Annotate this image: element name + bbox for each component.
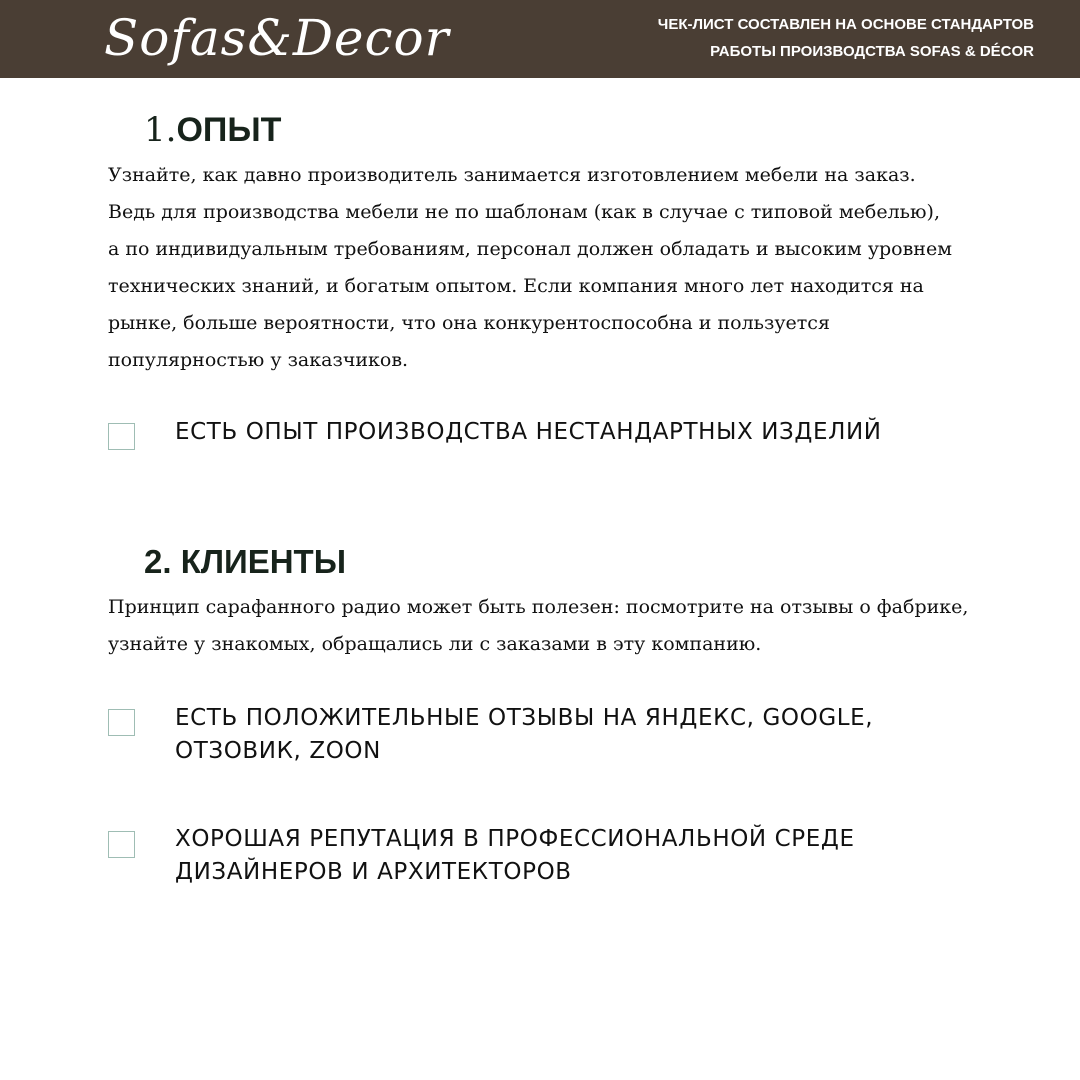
checklist-label [175, 416, 975, 449]
section-1-line-1: Узнайте, как давно производитель занимается изготовлением мебели на заказ. [108, 164, 916, 186]
header-note [554, 11, 1034, 65]
section-1-title [144, 107, 281, 153]
checklist-label-line: ХОРОШАЯ РЕПУТАЦИЯ В ПРОФЕССИОНАЛЬНОЙ СРЕДЕ [175, 826, 855, 852]
checklist-label-line: ДИЗАЙНЕРОВ И АРХИТЕКТОРОВ [175, 859, 572, 885]
checkbox-production-experience[interactable] [108, 423, 135, 450]
section-1-line-3: а по индивидуальным требованиям, персонал должен обладать и высоким уровнем [108, 238, 952, 260]
section-1-line-2: Ведь для производства мебели не по шаблонам (как в случае с типовой мебелью), [108, 201, 940, 223]
section-1-heading: ОПЫТ [176, 111, 282, 149]
header-bar [0, 0, 1080, 78]
checkbox-professional-reputation[interactable] [108, 831, 135, 858]
header-note-line-2: РАБОТЫ ПРОИЗВОДСТВА SOFAS & DÉCOR [710, 43, 1034, 60]
section-2-heading: КЛИЕНТЫ [180, 543, 347, 580]
section-2-line-1: Принцип сарафанного радио может быть полезен: посмотрите на отзывы о фабрике, [108, 596, 969, 618]
section-1-line-4: технических знаний, и богатым опытом. Если компания много лет находится на [108, 275, 924, 297]
section-1-number: 1. [144, 110, 177, 150]
section-2-number: 2. [144, 543, 172, 580]
checklist-label [175, 702, 975, 768]
section-2-line-2: узнайте у знакомых, обращались ли с заказами в эту компанию. [108, 633, 762, 655]
checklist-label-line: ЕСТЬ ПОЛОЖИТЕЛЬНЫЕ ОТЗЫВЫ НА ЯНДЕКС, GOOGLE, [175, 705, 874, 731]
header-note-line-1: ЧЕК-ЛИСТ СОСТАВЛЕН НА ОСНОВЕ СТАНДАРТОВ [657, 16, 1034, 33]
checklist-label-line: ОТЗОВИК, ZOON [175, 738, 381, 764]
section-1-paragraph [108, 157, 978, 379]
section-1-line-5: рынке, больше вероятности, что она конкурентоспособна и пользуется [108, 312, 830, 334]
brand-logo: Sofas&Decor [104, 9, 450, 67]
checklist-label-line: ЕСТЬ ОПЫТ ПРОИЗВОДСТВА НЕСТАНДАРТНЫХ ИЗДЕЛИЙ [175, 419, 882, 445]
checklist-label [175, 823, 975, 889]
section-2-title [144, 540, 346, 584]
section-2-paragraph [108, 589, 978, 663]
checkbox-positive-reviews[interactable] [108, 709, 135, 736]
section-1-line-6: популярностью у заказчиков. [108, 349, 409, 371]
